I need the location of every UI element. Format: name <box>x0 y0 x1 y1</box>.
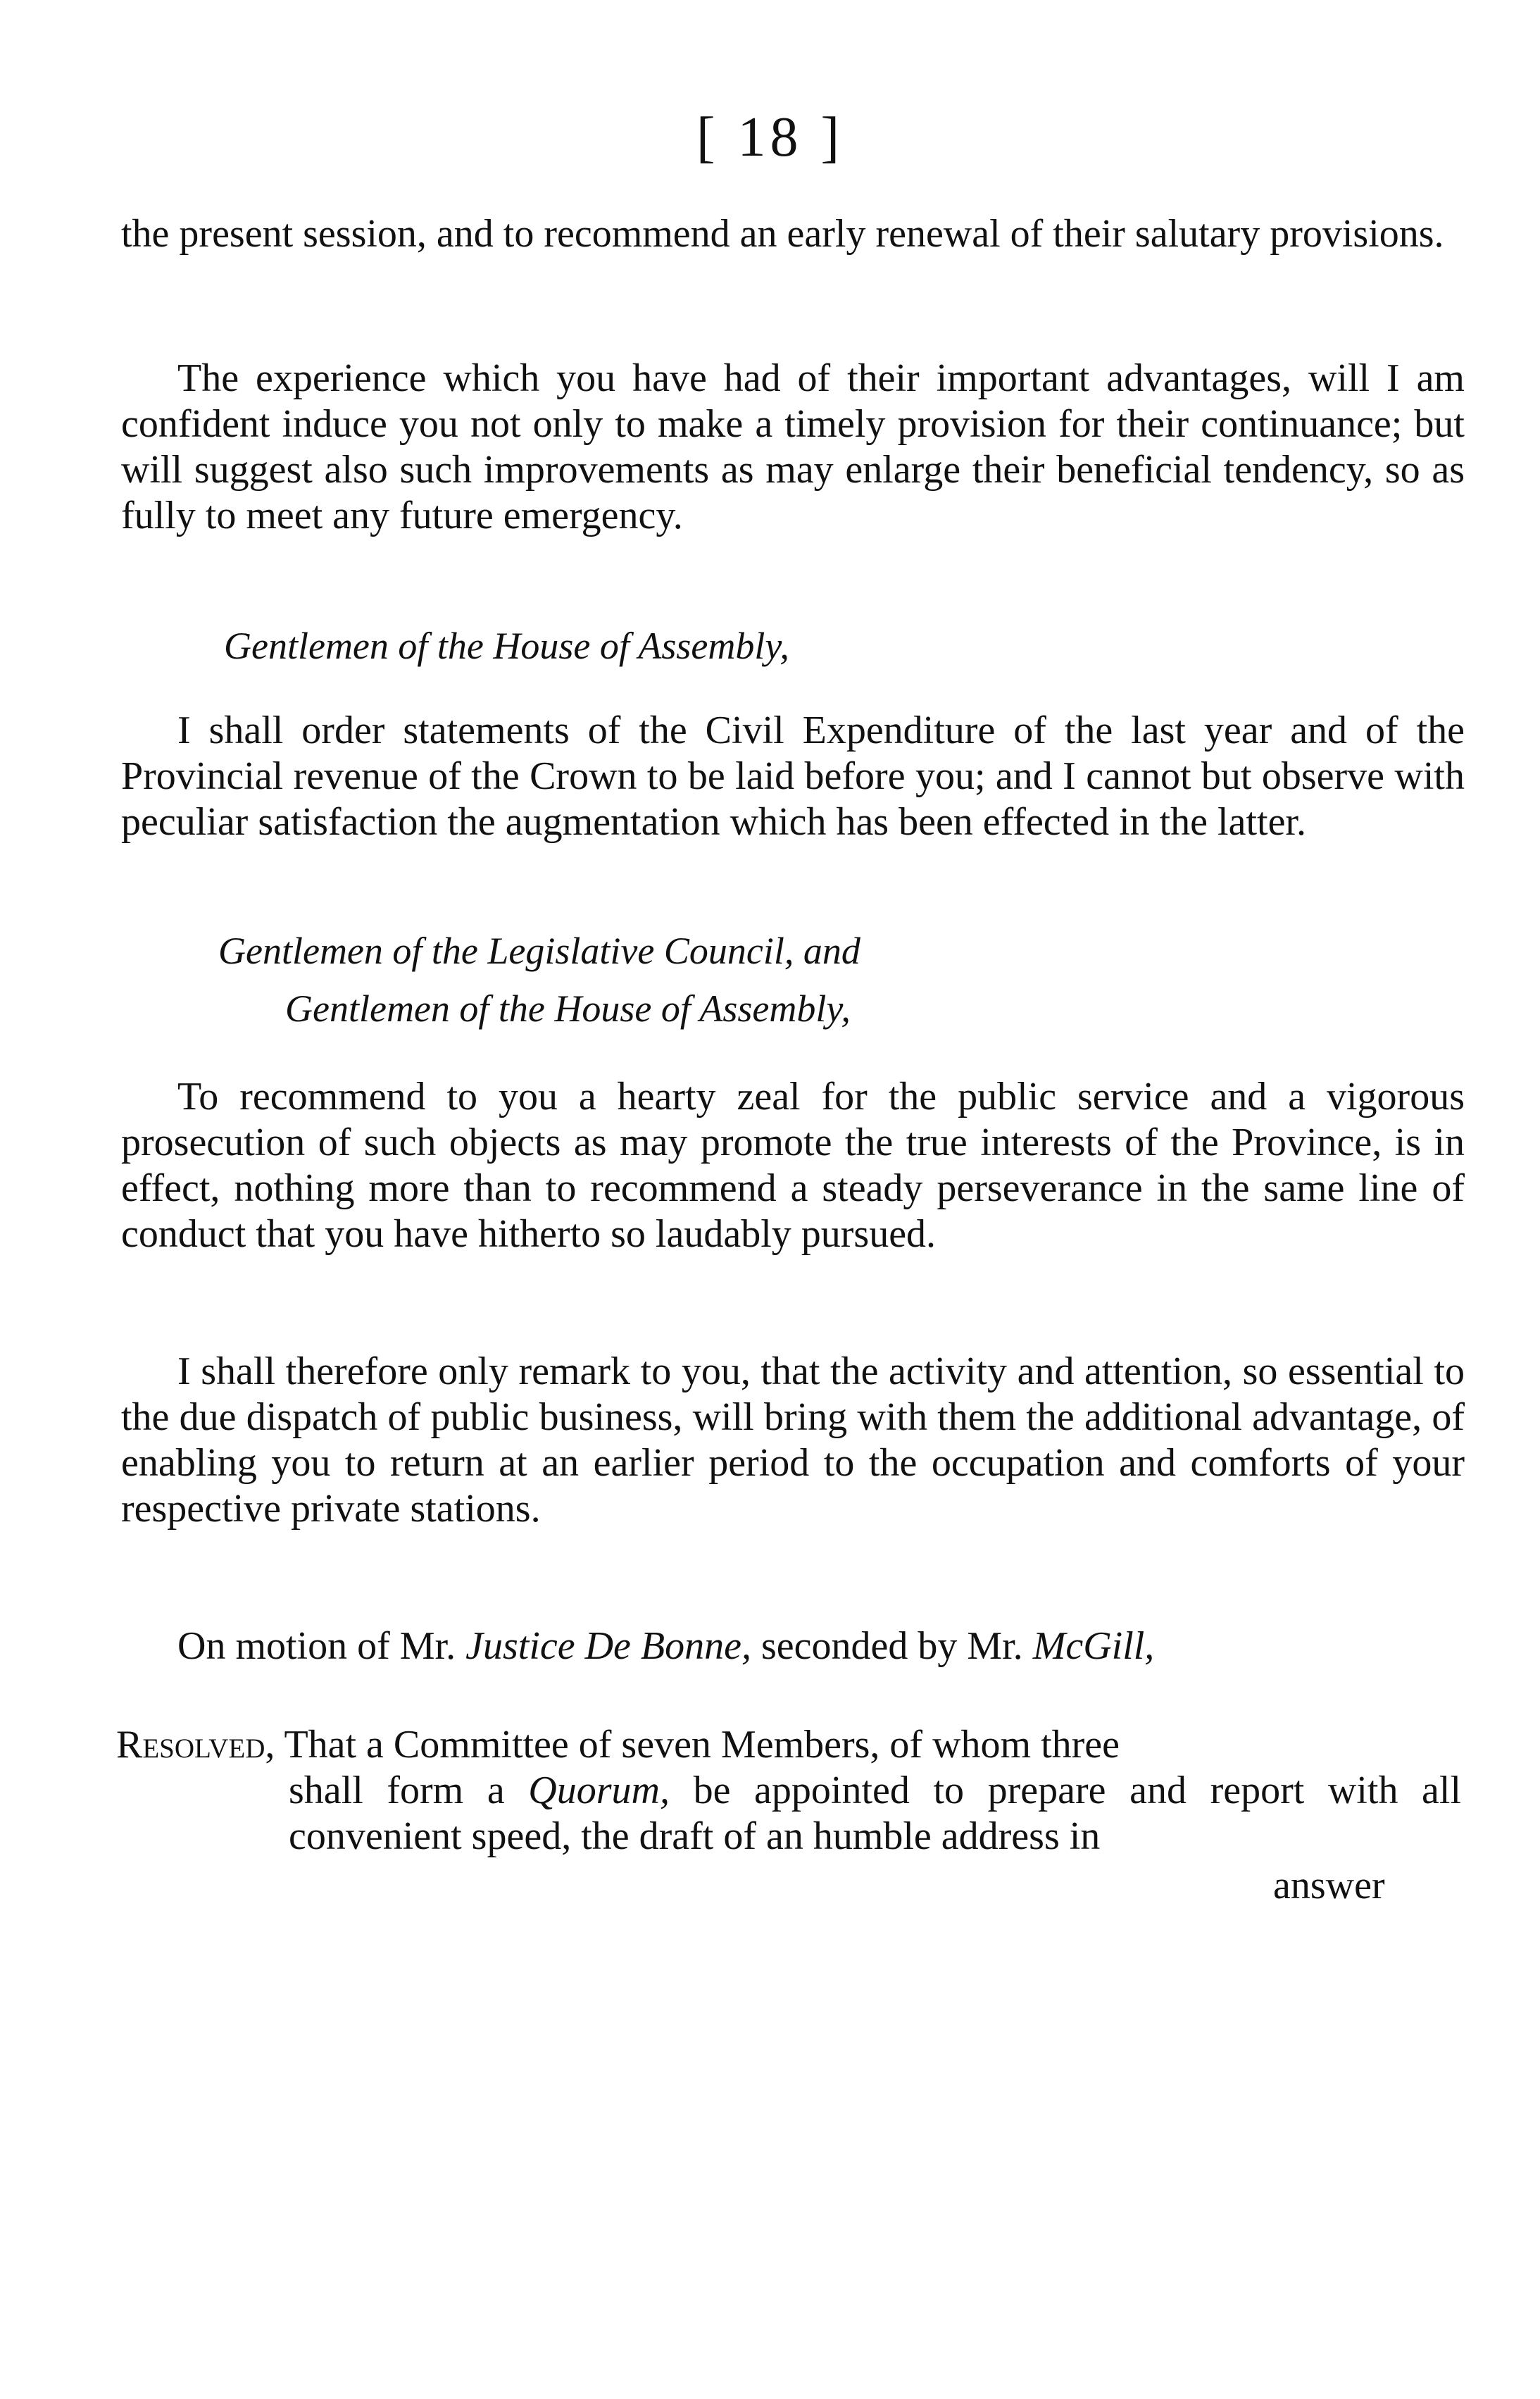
paragraph-5-text: I shall therefore only remark to you, that the activity and attention, so essential to the due dispatch of public business, will bring with them the additional advantage, of enabling you to return at an earlier period to the occupation and comforts of your respective private stations. <box>121 1350 1465 1531</box>
catchword: answer <box>1273 1864 1385 1907</box>
resolution-quorum: Quorum, <box>528 1769 670 1812</box>
address-heading-assembly-2: Gentlemen of the House of Assembly, <box>285 987 851 1030</box>
paragraph-3-text: I shall order statements of the Civil Expenditure of the last year and of the Provincial revenue of the Crown to be laid before you; and I cannot but observe with peculiar satisfaction the augmentation which has been effected in the latter. <box>121 709 1465 844</box>
motion-middle: seconded by Mr. <box>760 1624 1023 1668</box>
motion-text <box>121 1624 1465 1669</box>
resolution-body-post: be appointed to prepare and report with all convenient speed, the draft of an humble address in <box>289 1769 1462 1858</box>
paragraph-2-text: The experience which you have had of their important advantages, will I am confident induce you not only to make a timely provision for their continuance; but will suggest also such improvements as may enlarge their beneficial tendency, so as fully to meet any future emergency. <box>121 356 1465 537</box>
address-heading-council: Gentlemen of the Legislative Council, and <box>218 930 860 972</box>
paragraph-1-text: the present session, and to recommend an early renewal of their salutary provisions. <box>121 212 1444 256</box>
address-heading-assembly: Gentlemen of the House of Assembly, <box>224 625 789 667</box>
paragraph-2 <box>121 356 1465 539</box>
resolution-first-line-text: That a Committee of seven Members, of whom three <box>284 1723 1120 1766</box>
paragraph-3 <box>121 708 1465 845</box>
motion-mover: Justice De Bonne, <box>465 1624 751 1668</box>
paragraph-4-text: To recommend to you a hearty zeal for the public service and a vigorous prosecution of such objects as may promote the true interests of the Province, is in effect, nothing more than to recommend a steady perseverance in the same line of conduct that you have hitherto so laudably pursued. <box>121 1075 1465 1256</box>
resolution-body <box>289 1768 1461 1859</box>
paragraph-5 <box>121 1349 1465 1532</box>
paragraph-1 <box>121 211 1465 257</box>
page-number: [ 18 ] <box>696 106 844 168</box>
resolution-lead: Resolved, <box>116 1723 275 1766</box>
resolution-first-line <box>116 1722 1461 1768</box>
motion-prefix: On motion of Mr. <box>177 1624 456 1668</box>
paragraph-4 <box>121 1074 1465 1257</box>
resolution-body-pre: shall form a <box>289 1769 505 1812</box>
motion-line <box>121 1624 1465 1669</box>
motion-seconder: McGill, <box>1032 1624 1155 1668</box>
